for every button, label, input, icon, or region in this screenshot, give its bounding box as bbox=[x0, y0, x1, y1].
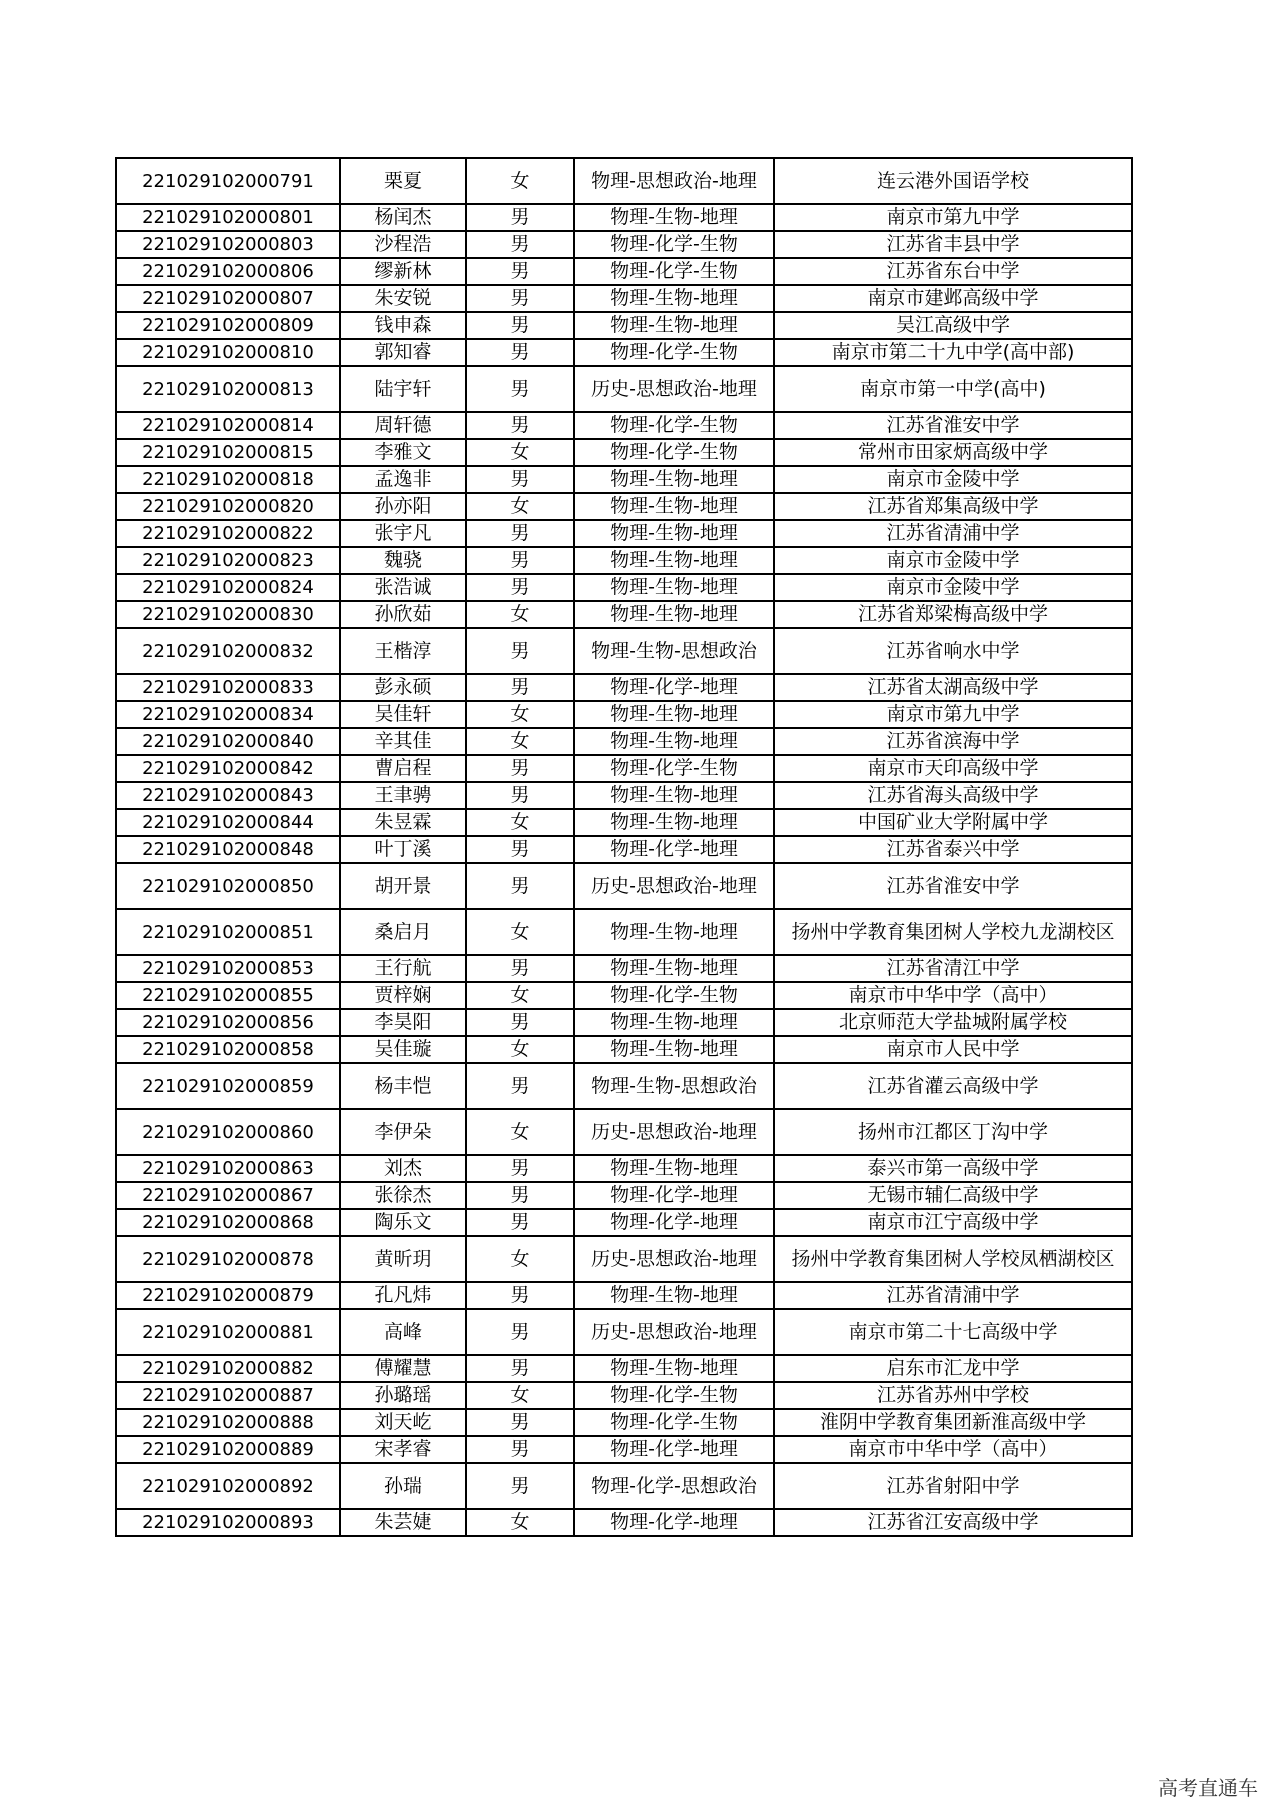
school-cell: 江苏省清江中学 bbox=[774, 955, 1132, 982]
student-name-cell: 李昊阳 bbox=[340, 1009, 466, 1036]
table-row bbox=[116, 1236, 1132, 1282]
gender-cell: 男 bbox=[466, 547, 574, 574]
student-id-cell: 221029102000888 bbox=[116, 1409, 340, 1436]
student-name-cell: 朱昱霖 bbox=[340, 809, 466, 836]
table-row bbox=[116, 1309, 1132, 1355]
subjects-cell: 物理-化学-生物 bbox=[574, 755, 774, 782]
subjects-cell: 物理-化学-地理 bbox=[574, 1509, 774, 1536]
student-name-cell: 周轩德 bbox=[340, 412, 466, 439]
student-name-cell: 曹启程 bbox=[340, 755, 466, 782]
student-id-cell: 221029102000868 bbox=[116, 1209, 340, 1236]
subjects-cell: 物理-生物-地理 bbox=[574, 285, 774, 312]
subjects-cell: 物理-生物-地理 bbox=[574, 601, 774, 628]
student-name-cell: 贾梓娴 bbox=[340, 982, 466, 1009]
subjects-cell: 物理-化学-地理 bbox=[574, 1436, 774, 1463]
student-name-cell: 孙欣茹 bbox=[340, 601, 466, 628]
student-id-cell: 221029102000856 bbox=[116, 1009, 340, 1036]
table-row bbox=[116, 909, 1132, 955]
student-id-cell: 221029102000840 bbox=[116, 728, 340, 755]
student-name-cell: 王楷淳 bbox=[340, 628, 466, 674]
table-row bbox=[116, 547, 1132, 574]
subjects-cell: 物理-生物-地理 bbox=[574, 909, 774, 955]
table-row bbox=[116, 1155, 1132, 1182]
student-name-cell: 孙瑞 bbox=[340, 1463, 466, 1509]
school-cell: 江苏省苏州中学校 bbox=[774, 1382, 1132, 1409]
student-id-cell: 221029102000815 bbox=[116, 439, 340, 466]
gender-cell: 男 bbox=[466, 366, 574, 412]
student-name-cell: 杨丰恺 bbox=[340, 1063, 466, 1109]
student-name-cell: 叶丁溪 bbox=[340, 836, 466, 863]
student-name-cell: 郭知睿 bbox=[340, 339, 466, 366]
school-cell: 江苏省灌云高级中学 bbox=[774, 1063, 1132, 1109]
school-cell: 南京市建邺高级中学 bbox=[774, 285, 1132, 312]
school-cell: 江苏省响水中学 bbox=[774, 628, 1132, 674]
subjects-cell: 物理-生物-思想政治 bbox=[574, 628, 774, 674]
school-cell: 江苏省清浦中学 bbox=[774, 1282, 1132, 1309]
table-row bbox=[116, 982, 1132, 1009]
student-id-cell: 221029102000801 bbox=[116, 204, 340, 231]
gender-cell: 男 bbox=[466, 1063, 574, 1109]
school-cell: 南京市第九中学 bbox=[774, 701, 1132, 728]
subjects-cell: 历史-思想政治-地理 bbox=[574, 366, 774, 412]
gender-cell: 女 bbox=[466, 1509, 574, 1536]
table-row bbox=[116, 782, 1132, 809]
gender-cell: 男 bbox=[466, 285, 574, 312]
student-name-cell: 王行航 bbox=[340, 955, 466, 982]
watermark-text: 高考直通车 bbox=[1158, 1776, 1258, 1800]
school-cell: 无锡市辅仁高级中学 bbox=[774, 1182, 1132, 1209]
student-id-cell: 221029102000833 bbox=[116, 674, 340, 701]
school-cell: 连云港外国语学校 bbox=[774, 158, 1132, 204]
school-cell: 江苏省射阳中学 bbox=[774, 1463, 1132, 1509]
student-name-cell: 孟逸非 bbox=[340, 466, 466, 493]
student-id-cell: 221029102000806 bbox=[116, 258, 340, 285]
table-row bbox=[116, 1109, 1132, 1155]
table-row bbox=[116, 1036, 1132, 1063]
table-row bbox=[116, 1436, 1132, 1463]
student-name-cell: 张宇凡 bbox=[340, 520, 466, 547]
student-name-cell: 张浩诚 bbox=[340, 574, 466, 601]
subjects-cell: 物理-生物-地理 bbox=[574, 312, 774, 339]
table-row bbox=[116, 1282, 1132, 1309]
subjects-cell: 物理-化学-地理 bbox=[574, 1209, 774, 1236]
school-cell: 江苏省江安高级中学 bbox=[774, 1509, 1132, 1536]
school-cell: 吴江高级中学 bbox=[774, 312, 1132, 339]
gender-cell: 女 bbox=[466, 982, 574, 1009]
student-id-cell: 221029102000878 bbox=[116, 1236, 340, 1282]
student-id-cell: 221029102000859 bbox=[116, 1063, 340, 1109]
table-row bbox=[116, 836, 1132, 863]
student-id-cell: 221029102000803 bbox=[116, 231, 340, 258]
table-row bbox=[116, 1009, 1132, 1036]
school-cell: 常州市田家炳高级中学 bbox=[774, 439, 1132, 466]
student-name-cell: 孔凡炜 bbox=[340, 1282, 466, 1309]
student-name-cell: 桑启月 bbox=[340, 909, 466, 955]
table-row bbox=[116, 863, 1132, 909]
table-row bbox=[116, 258, 1132, 285]
gender-cell: 男 bbox=[466, 782, 574, 809]
student-name-cell: 孙璐瑶 bbox=[340, 1382, 466, 1409]
subjects-cell: 物理-生物-地理 bbox=[574, 466, 774, 493]
school-cell: 江苏省郑集高级中学 bbox=[774, 493, 1132, 520]
school-cell: 北京师范大学盐城附属学校 bbox=[774, 1009, 1132, 1036]
table-row bbox=[116, 601, 1132, 628]
gender-cell: 男 bbox=[466, 312, 574, 339]
gender-cell: 男 bbox=[466, 1282, 574, 1309]
table-row bbox=[116, 231, 1132, 258]
subjects-cell: 历史-思想政治-地理 bbox=[574, 1236, 774, 1282]
school-cell: 扬州中学教育集团树人学校九龙湖校区 bbox=[774, 909, 1132, 955]
subjects-cell: 物理-生物-地理 bbox=[574, 955, 774, 982]
student-id-cell: 221029102000807 bbox=[116, 285, 340, 312]
table-row bbox=[116, 412, 1132, 439]
gender-cell: 女 bbox=[466, 1236, 574, 1282]
gender-cell: 男 bbox=[466, 339, 574, 366]
subjects-cell: 物理-化学-生物 bbox=[574, 1382, 774, 1409]
student-id-cell: 221029102000879 bbox=[116, 1282, 340, 1309]
school-cell: 江苏省淮安中学 bbox=[774, 863, 1132, 909]
admission-roster-table bbox=[115, 157, 1133, 1537]
subjects-cell: 物理-化学-地理 bbox=[574, 836, 774, 863]
gender-cell: 男 bbox=[466, 231, 574, 258]
student-name-cell: 孙亦阳 bbox=[340, 493, 466, 520]
student-id-cell: 221029102000851 bbox=[116, 909, 340, 955]
student-id-cell: 221029102000893 bbox=[116, 1509, 340, 1536]
student-id-cell: 221029102000842 bbox=[116, 755, 340, 782]
table-row bbox=[116, 674, 1132, 701]
student-name-cell: 宋孝睿 bbox=[340, 1436, 466, 1463]
subjects-cell: 物理-思想政治-地理 bbox=[574, 158, 774, 204]
table-row bbox=[116, 1355, 1132, 1382]
gender-cell: 男 bbox=[466, 1436, 574, 1463]
gender-cell: 女 bbox=[466, 701, 574, 728]
subjects-cell: 物理-生物-地理 bbox=[574, 701, 774, 728]
table-row bbox=[116, 158, 1132, 204]
school-cell: 江苏省太湖高级中学 bbox=[774, 674, 1132, 701]
subjects-cell: 物理-生物-地理 bbox=[574, 1009, 774, 1036]
student-name-cell: 吴佳轩 bbox=[340, 701, 466, 728]
student-id-cell: 221029102000848 bbox=[116, 836, 340, 863]
school-cell: 南京市金陵中学 bbox=[774, 466, 1132, 493]
subjects-cell: 物理-生物-地理 bbox=[574, 728, 774, 755]
student-name-cell: 缪新林 bbox=[340, 258, 466, 285]
school-cell: 江苏省东台中学 bbox=[774, 258, 1132, 285]
student-id-cell: 221029102000824 bbox=[116, 574, 340, 601]
school-cell: 中国矿业大学附属中学 bbox=[774, 809, 1132, 836]
student-name-cell: 胡开景 bbox=[340, 863, 466, 909]
table-row bbox=[116, 1409, 1132, 1436]
school-cell: 江苏省清浦中学 bbox=[774, 520, 1132, 547]
gender-cell: 男 bbox=[466, 863, 574, 909]
gender-cell: 男 bbox=[466, 412, 574, 439]
table-row bbox=[116, 701, 1132, 728]
gender-cell: 女 bbox=[466, 1382, 574, 1409]
gender-cell: 男 bbox=[466, 755, 574, 782]
subjects-cell: 历史-思想政治-地理 bbox=[574, 863, 774, 909]
student-id-cell: 221029102000809 bbox=[116, 312, 340, 339]
subjects-cell: 物理-化学-思想政治 bbox=[574, 1463, 774, 1509]
school-cell: 南京市第九中学 bbox=[774, 204, 1132, 231]
student-name-cell: 朱芸婕 bbox=[340, 1509, 466, 1536]
student-id-cell: 221029102000889 bbox=[116, 1436, 340, 1463]
gender-cell: 男 bbox=[466, 955, 574, 982]
student-id-cell: 221029102000853 bbox=[116, 955, 340, 982]
subjects-cell: 历史-思想政治-地理 bbox=[574, 1309, 774, 1355]
student-name-cell: 陆宇轩 bbox=[340, 366, 466, 412]
school-cell: 南京市中华中学（高中） bbox=[774, 982, 1132, 1009]
student-name-cell: 彭永硕 bbox=[340, 674, 466, 701]
gender-cell: 男 bbox=[466, 1182, 574, 1209]
student-id-cell: 221029102000844 bbox=[116, 809, 340, 836]
student-id-cell: 221029102000881 bbox=[116, 1309, 340, 1355]
table-row bbox=[116, 574, 1132, 601]
subjects-cell: 物理-生物-地理 bbox=[574, 204, 774, 231]
student-id-cell: 221029102000791 bbox=[116, 158, 340, 204]
gender-cell: 女 bbox=[466, 1109, 574, 1155]
table-row bbox=[116, 1382, 1132, 1409]
student-id-cell: 221029102000858 bbox=[116, 1036, 340, 1063]
subjects-cell: 物理-生物-地理 bbox=[574, 547, 774, 574]
table-row bbox=[116, 628, 1132, 674]
school-cell: 江苏省郑梁梅高级中学 bbox=[774, 601, 1132, 628]
gender-cell: 男 bbox=[466, 1155, 574, 1182]
school-cell: 扬州市江都区丁沟中学 bbox=[774, 1109, 1132, 1155]
student-id-cell: 221029102000855 bbox=[116, 982, 340, 1009]
table-row bbox=[116, 520, 1132, 547]
student-name-cell: 刘杰 bbox=[340, 1155, 466, 1182]
gender-cell: 男 bbox=[466, 1009, 574, 1036]
gender-cell: 男 bbox=[466, 628, 574, 674]
gender-cell: 男 bbox=[466, 1355, 574, 1382]
subjects-cell: 物理-生物-地理 bbox=[574, 520, 774, 547]
school-cell: 南京市中华中学（高中） bbox=[774, 1436, 1132, 1463]
subjects-cell: 物理-生物-地理 bbox=[574, 782, 774, 809]
student-id-cell: 221029102000882 bbox=[116, 1355, 340, 1382]
table-row bbox=[116, 285, 1132, 312]
school-cell: 扬州中学教育集团树人学校凤栖湖校区 bbox=[774, 1236, 1132, 1282]
student-name-cell: 傅耀慧 bbox=[340, 1355, 466, 1382]
school-cell: 江苏省滨海中学 bbox=[774, 728, 1132, 755]
student-name-cell: 黄昕玥 bbox=[340, 1236, 466, 1282]
subjects-cell: 物理-化学-地理 bbox=[574, 1182, 774, 1209]
student-name-cell: 高峰 bbox=[340, 1309, 466, 1355]
student-id-cell: 221029102000860 bbox=[116, 1109, 340, 1155]
gender-cell: 男 bbox=[466, 574, 574, 601]
table-row bbox=[116, 366, 1132, 412]
school-cell: 南京市金陵中学 bbox=[774, 547, 1132, 574]
gender-cell: 男 bbox=[466, 204, 574, 231]
table-row bbox=[116, 1509, 1132, 1536]
gender-cell: 男 bbox=[466, 1309, 574, 1355]
school-cell: 南京市第二十七高级中学 bbox=[774, 1309, 1132, 1355]
gender-cell: 男 bbox=[466, 1209, 574, 1236]
school-cell: 江苏省泰兴中学 bbox=[774, 836, 1132, 863]
school-cell: 南京市天印高级中学 bbox=[774, 755, 1132, 782]
table-row bbox=[116, 955, 1132, 982]
school-cell: 南京市人民中学 bbox=[774, 1036, 1132, 1063]
student-name-cell: 魏骁 bbox=[340, 547, 466, 574]
table-row bbox=[116, 204, 1132, 231]
gender-cell: 女 bbox=[466, 439, 574, 466]
subjects-cell: 物理-生物-地理 bbox=[574, 574, 774, 601]
table-row bbox=[116, 312, 1132, 339]
student-id-cell: 221029102000832 bbox=[116, 628, 340, 674]
table-row bbox=[116, 809, 1132, 836]
student-name-cell: 杨闰杰 bbox=[340, 204, 466, 231]
table-row bbox=[116, 1063, 1132, 1109]
student-id-cell: 221029102000863 bbox=[116, 1155, 340, 1182]
student-id-cell: 221029102000814 bbox=[116, 412, 340, 439]
student-id-cell: 221029102000850 bbox=[116, 863, 340, 909]
subjects-cell: 物理-化学-生物 bbox=[574, 231, 774, 258]
student-id-cell: 221029102000892 bbox=[116, 1463, 340, 1509]
school-cell: 南京市第二十九中学(高中部) bbox=[774, 339, 1132, 366]
subjects-cell: 物理-化学-生物 bbox=[574, 339, 774, 366]
school-cell: 启东市汇龙中学 bbox=[774, 1355, 1132, 1382]
student-name-cell: 栗夏 bbox=[340, 158, 466, 204]
student-id-cell: 221029102000843 bbox=[116, 782, 340, 809]
subjects-cell: 物理-化学-生物 bbox=[574, 439, 774, 466]
subjects-cell: 物理-生物-地理 bbox=[574, 809, 774, 836]
gender-cell: 男 bbox=[466, 674, 574, 701]
student-id-cell: 221029102000834 bbox=[116, 701, 340, 728]
gender-cell: 女 bbox=[466, 728, 574, 755]
table-row bbox=[116, 466, 1132, 493]
table-row bbox=[116, 1463, 1132, 1509]
gender-cell: 女 bbox=[466, 909, 574, 955]
student-id-cell: 221029102000887 bbox=[116, 1382, 340, 1409]
student-id-cell: 221029102000820 bbox=[116, 493, 340, 520]
gender-cell: 女 bbox=[466, 493, 574, 520]
gender-cell: 女 bbox=[466, 158, 574, 204]
student-name-cell: 刘天屹 bbox=[340, 1409, 466, 1436]
table-row bbox=[116, 439, 1132, 466]
student-id-cell: 221029102000823 bbox=[116, 547, 340, 574]
gender-cell: 男 bbox=[466, 466, 574, 493]
gender-cell: 男 bbox=[466, 520, 574, 547]
student-name-cell: 张徐杰 bbox=[340, 1182, 466, 1209]
student-name-cell: 李雅文 bbox=[340, 439, 466, 466]
subjects-cell: 物理-化学-生物 bbox=[574, 1409, 774, 1436]
gender-cell: 男 bbox=[466, 1463, 574, 1509]
gender-cell: 女 bbox=[466, 1036, 574, 1063]
school-cell: 南京市江宁高级中学 bbox=[774, 1209, 1132, 1236]
student-name-cell: 李伊朵 bbox=[340, 1109, 466, 1155]
school-cell: 南京市第一中学(高中) bbox=[774, 366, 1132, 412]
gender-cell: 男 bbox=[466, 836, 574, 863]
table-row bbox=[116, 728, 1132, 755]
gender-cell: 男 bbox=[466, 258, 574, 285]
table-row bbox=[116, 1182, 1132, 1209]
student-name-cell: 沙程浩 bbox=[340, 231, 466, 258]
school-cell: 泰兴市第一高级中学 bbox=[774, 1155, 1132, 1182]
subjects-cell: 物理-生物-地理 bbox=[574, 1355, 774, 1382]
gender-cell: 男 bbox=[466, 1409, 574, 1436]
table-row bbox=[116, 1209, 1132, 1236]
subjects-cell: 物理-化学-地理 bbox=[574, 674, 774, 701]
subjects-cell: 物理-化学-生物 bbox=[574, 258, 774, 285]
subjects-cell: 历史-思想政治-地理 bbox=[574, 1109, 774, 1155]
student-name-cell: 朱安锐 bbox=[340, 285, 466, 312]
student-name-cell: 钱申森 bbox=[340, 312, 466, 339]
student-name-cell: 辛其佳 bbox=[340, 728, 466, 755]
school-cell: 江苏省丰县中学 bbox=[774, 231, 1132, 258]
table-row bbox=[116, 755, 1132, 782]
gender-cell: 女 bbox=[466, 809, 574, 836]
student-name-cell: 吴佳璇 bbox=[340, 1036, 466, 1063]
subjects-cell: 物理-生物-地理 bbox=[574, 1036, 774, 1063]
student-id-cell: 221029102000818 bbox=[116, 466, 340, 493]
student-id-cell: 221029102000830 bbox=[116, 601, 340, 628]
table-row bbox=[116, 493, 1132, 520]
table-row bbox=[116, 339, 1132, 366]
student-name-cell: 王聿骋 bbox=[340, 782, 466, 809]
gender-cell: 女 bbox=[466, 601, 574, 628]
roster-body bbox=[116, 158, 1132, 1536]
school-cell: 南京市金陵中学 bbox=[774, 574, 1132, 601]
subjects-cell: 物理-生物-地理 bbox=[574, 1155, 774, 1182]
subjects-cell: 物理-生物-地理 bbox=[574, 493, 774, 520]
school-cell: 江苏省海头高级中学 bbox=[774, 782, 1132, 809]
student-name-cell: 陶乐文 bbox=[340, 1209, 466, 1236]
student-id-cell: 221029102000822 bbox=[116, 520, 340, 547]
subjects-cell: 物理-生物-地理 bbox=[574, 1282, 774, 1309]
subjects-cell: 物理-生物-思想政治 bbox=[574, 1063, 774, 1109]
student-id-cell: 221029102000810 bbox=[116, 339, 340, 366]
school-cell: 淮阴中学教育集团新淮高级中学 bbox=[774, 1409, 1132, 1436]
subjects-cell: 物理-化学-生物 bbox=[574, 982, 774, 1009]
school-cell: 江苏省淮安中学 bbox=[774, 412, 1132, 439]
student-id-cell: 221029102000867 bbox=[116, 1182, 340, 1209]
subjects-cell: 物理-化学-生物 bbox=[574, 412, 774, 439]
student-id-cell: 221029102000813 bbox=[116, 366, 340, 412]
